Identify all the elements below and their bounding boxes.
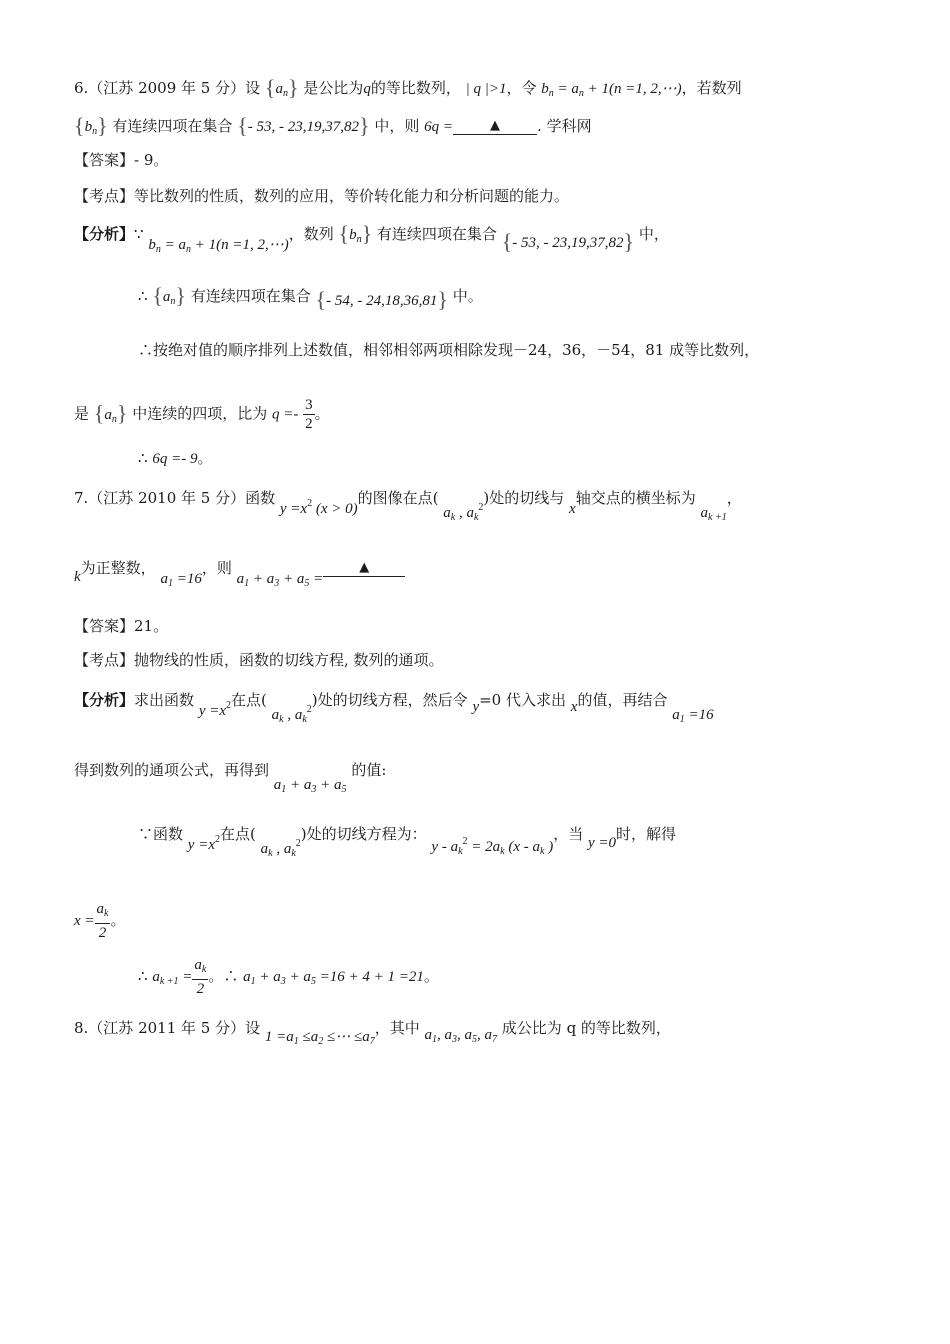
q6-line2: $\{b_n\}$ 有连续四项在集合 {- 53, - 23,19,37,82} 中，则 6q = ▲ . 学科网 — [74, 113, 592, 138]
q8-line1: 8.（江苏 2011 年 5 分）设 $1 =a_1 \le a_2$ ≤⋯ $\le a_7$，其中 $a_1$, $a_3$, $a_5$, $a_7$ 成公比为 q 的等比数列， — [74, 1019, 671, 1047]
q7-line2: k为正整数， $a_1 =16$，则 $a_1 + a_3 + a_5$ =▲ — [74, 556, 405, 586]
q6-answer-blank: ▲ — [453, 118, 537, 135]
q6-ratio-fraction: $\frac{3}{2}$ — [305, 397, 313, 432]
q7-analysis-1: 【分析】求出函数 $y =x^2$在点( $a_k$ , $a_k^2$)处的切线方程，然后令 y=0 代入求出 x的值，再结合 $a_1 =16$ — [74, 691, 714, 725]
q7-analysis-2: 得到数列的通项公式，再得到 $a_1 + a_3 + a_5$ 的值: — [74, 761, 387, 795]
q6-analysis-2: ∴ $\{a_n\}$ 有连续四项在集合 {- 54, - 24,18,36,81} 中。 — [138, 283, 483, 312]
q6-line1: 6.（江苏 2009 年 5 分）设 $\{a_n\}$ 是公比为q的等比数列， | q |>1，令 $b_n = a_n + 1(n =1$, 2,⋯)，若数列 — [74, 75, 742, 100]
q6-q-abs: | q |>1 — [465, 81, 507, 97]
q6-analysis-3: ∴按绝对值的顺序排列上述数值，相邻相邻两项相除发现－24，36，－54，81 成等比数列， — [138, 341, 760, 359]
q6-analysis-1: 【分析】∵ $b_n = a_n + 1(n =1$, 2,⋯)，数列 $\{b_n\}$ 有连续四项在集合 {- 53, - 23,19,37,82} 中， — [74, 221, 669, 255]
q6-analysis-5: ∴ 6q =- 9。 — [138, 449, 213, 467]
q6-set: - 53, - 23,19,37,82 — [247, 119, 360, 135]
q7-analysis-4: x = $\frac{a_k}{2}$ 。 — [74, 901, 126, 941]
q6-analysis-4: 是 $\{a_n\}$ 中连续的四项，比为 q =- $\frac{3}{2}$ 。 — [74, 397, 330, 432]
q7-line1: 7.（江苏 2010 年 5 分）函数 $y =x^2$ (x > 0)的图像在点( $a_k$ , $a_k^2$)处的切线与 x轴交点的横坐标为 $a_{k +1}$， — [74, 489, 742, 523]
q7-analysis-3: ∵函数 $y =x^2$在点( $a_k$ , $a_k^2$)处的切线方程为： $y - a_k^2 = 2a_k$ ($x - a_k$ )，当 y =0时，解得 — [138, 825, 677, 859]
q6-answer: 【答案】- 9。 — [74, 151, 169, 169]
q7-analysis-5: ∴ $a_{k +1}$ = $\frac{a_k}{2}$ 。∴ $a_1 + a_3 + a_5 =16 + 4 + 1 =21$。 — [138, 957, 439, 997]
q7-keypoint: 【考点】抛物线的性质，函数的切线方程, 数列的通项。 — [74, 651, 444, 669]
q6-keypoint: 【考点】等比数列的性质，数列的应用，等价转化能力和分析问题的能力。 — [74, 187, 570, 205]
q7-answer: 【答案】21。 — [74, 617, 169, 635]
q7-answer-blank: ▲ — [323, 560, 405, 577]
